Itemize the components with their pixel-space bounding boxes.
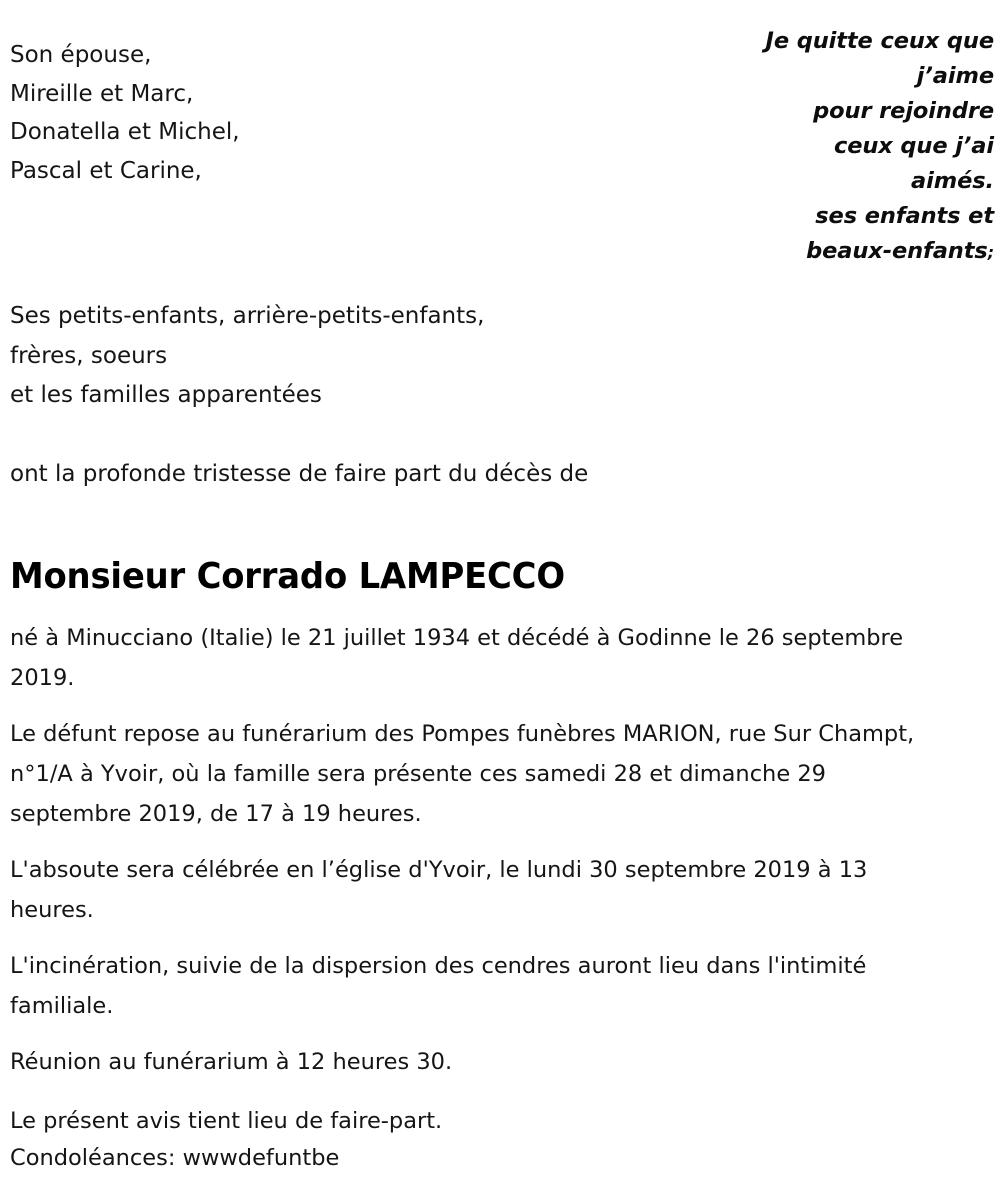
paragraph-reunion: Réunion au funérarium à 12 heures 30. [10, 1049, 453, 1075]
family-line-3: Donatella et Michel, [10, 119, 240, 145]
epigraph-line-4: ceux que j’ai [833, 133, 994, 159]
epigraph-line-6: ses enfants et [815, 203, 994, 229]
epigraph-line-7-text: beaux-enfants [806, 238, 988, 264]
paragraph-incineration: L'incinération, suivie de la dispersion des cendres auront lieu dans l'intimité familiale. [10, 953, 867, 1019]
epigraph-quote [674, 24, 994, 270]
family-list [10, 36, 650, 190]
relatives-list [10, 297, 710, 416]
family-line-4: Pascal et Carine, [10, 157, 202, 184]
epigraph-line-3: pour rejoindre [813, 98, 994, 124]
epigraph-line-5: aimés. [911, 168, 994, 194]
relatives-line-3: et les familles apparentées [10, 382, 322, 408]
epigraph-trailing-punctuation: ; [987, 243, 994, 262]
footer-notice-line: Le présent avis tient lieu de faire-part. [10, 1108, 443, 1134]
relatives-line-2: frères, soeurs [10, 342, 168, 369]
family-line-2: Mireille et Marc, [10, 80, 194, 107]
notice-body [10, 618, 945, 1096]
epigraph-line-7 [674, 234, 994, 270]
epigraph-line-2: j’aime [916, 63, 994, 89]
epigraph-line-1: Je quitte ceux que [765, 28, 994, 54]
notice-footer [10, 1103, 910, 1177]
paragraph-birth-death: né à Minucciano (Italie) le 21 juillet 1934 et décédé à Godinne le 26 septembre 2019. [10, 625, 904, 691]
footer-condolences-line: Condoléances: wwwdefuntbe [10, 1145, 340, 1171]
deceased-name-heading: Monsieur Corrado LAMPECCO [10, 556, 565, 598]
paragraph-funerarium: Le défunt repose au funérarium des Pompes funèbres MARION, rue Sur Champt, n°1/A à Yvoir, où la famille sera présente ces samedi 28 et dimanche 29 septembre 2019, de 17 à 19 heures. [10, 721, 915, 827]
paragraph-absoute: L'absoute sera célébrée en l’église d'Yvoir, le lundi 30 septembre 2019 à 13 heures. [10, 857, 868, 923]
announcement-intro: ont la profonde tristesse de faire part du décès de [10, 461, 589, 487]
family-line-spouse: Son épouse, [10, 42, 152, 68]
relatives-line-1: Ses petits-enfants, arrière-petits-enfants, [10, 303, 485, 329]
